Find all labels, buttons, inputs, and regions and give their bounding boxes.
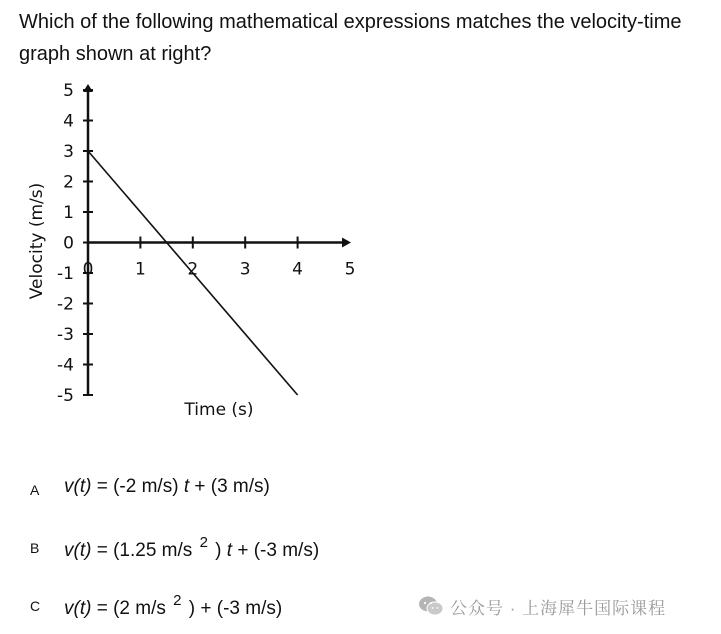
y-axis-label: Velocity (m/s) [27,182,47,300]
option-expression: v(t) = (2 m/s $^2$ ) + (-3 m/s) [64,592,283,619]
question-text: Which of the following mathematical expressions matches the velocity-time graph shown at right? [19,11,682,65]
x-axis-label: Time (s) [184,400,254,420]
velocity-time-graph [0,70,380,430]
option-letter: B [30,540,40,556]
option-letter: C [30,598,41,614]
option-a[interactable] [0,474,721,508]
y-tick-label: 2 [63,172,74,193]
y-tick-label: -3 [57,325,74,345]
option-expression: v(t) = (1.25 m/s $^2$ ) t + (-3 m/s) [64,534,320,561]
y-tick-label: -5 [57,386,74,406]
y-tick-label: -2 [57,294,74,315]
x-tick-label: 3 [239,259,251,280]
x-tick-label: 5 [344,259,356,280]
option-b[interactable] [0,532,721,566]
x-tick-label: 1 [134,259,146,280]
y-tick-label: 1 [63,203,74,223]
watermark [418,592,666,620]
wechat-icon [418,595,444,617]
x-axis-arrow [342,238,351,248]
y-tick-label: 5 [63,81,74,101]
series-line [88,151,298,395]
y-tick-label: 3 [63,142,74,162]
y-tick-label: 0 [63,233,74,254]
watermark-text: 公众号 · 上海犀牛国际课程 [450,598,667,618]
option-expression: v(t) = (-2 m/s) t + (3 m/s) [64,476,270,497]
y-tick-label: -4 [57,355,74,376]
option-letter: A [30,482,40,498]
y-tick-label: -1 [57,264,74,284]
x-tick-label: 4 [292,259,304,280]
y-tick-label: 4 [63,111,74,132]
x-tick-label: 2 [187,259,199,280]
x-tick-label: 0 [82,259,94,280]
